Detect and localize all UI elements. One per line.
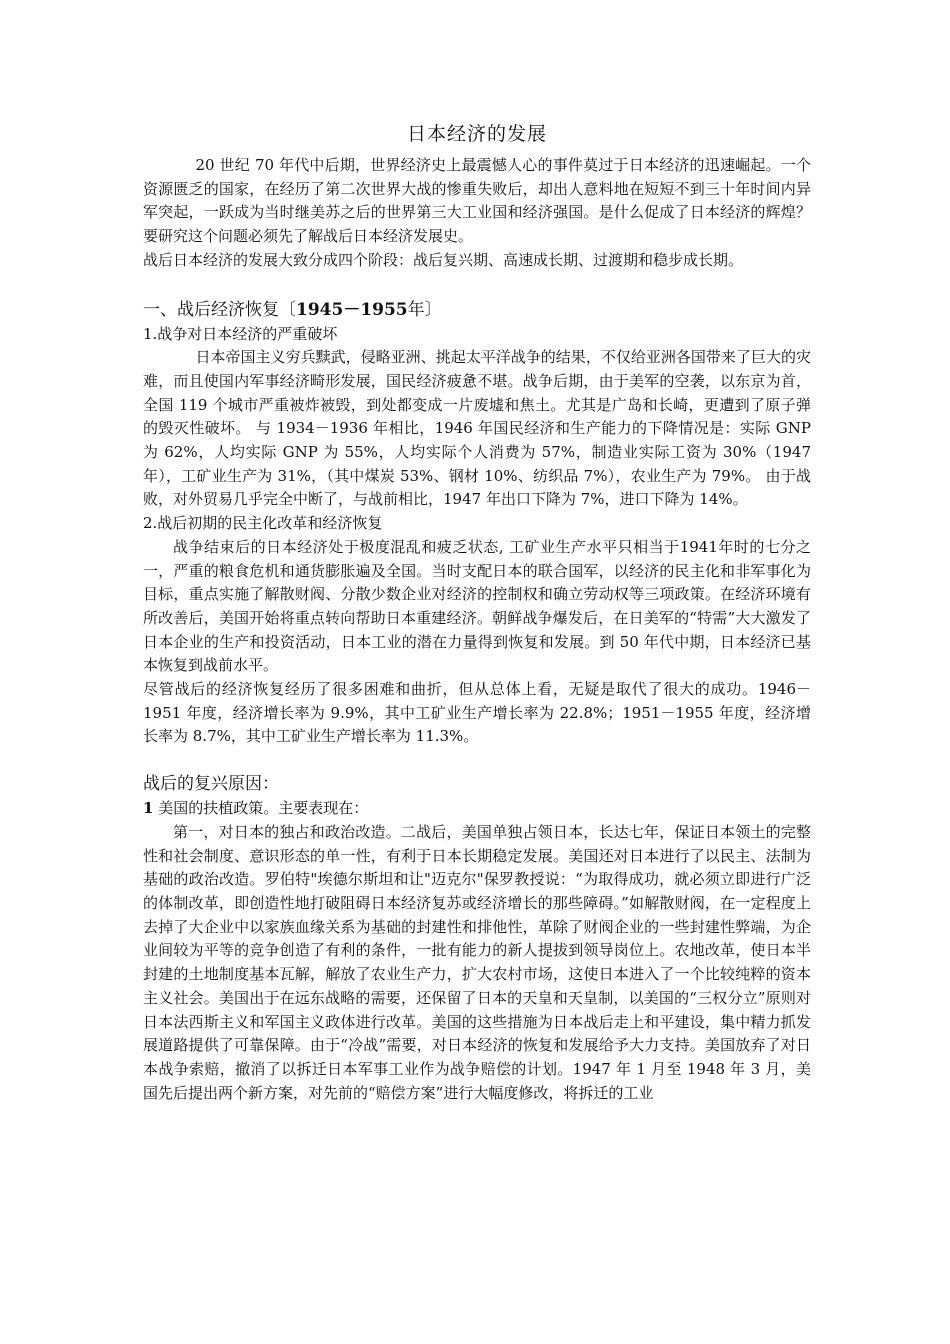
document-page — [143, 120, 811, 1105]
section-1-heading — [143, 297, 811, 323]
section-1-heading-suffix: 年〕 — [407, 299, 442, 320]
intro-paragraph: 20 世纪 70 年代中后期，世界经济史上最震憾人心的事件莫过于日本经济的迅速崛起。一个资源匮乏的国家，在经历了第二次世界大战的惨重失败后，却出人意料地在短短不到三十年时间内异军突起，一跃成为当时继美苏之后的世界第三大工业国和经济强国。是什么促成了日本经济的辉煌？要研究这个问题必须先了解战后日本经济发展史。 — [143, 156, 811, 246]
section-1-heading-years: 1945－1955 — [296, 299, 408, 320]
subsection-2-heading: 2.战后初期的民主化改革和经济恢复 — [143, 514, 383, 533]
document-title: 日本经济的发展 — [406, 123, 547, 145]
subsection-2-growth-paragraph: 尽管战后的经济恢复经历了很多困难和曲折，但从总体上看，无疑是取代了很大的成功。1946－1951 年度，经济增长率为 9.9%，其中工矿业生产增长率为 22.8%；1951－1955 年度，经济增长率为 8.7%，其中工矿业生产增长率为 11.3%。 — [143, 680, 811, 746]
reason-1-paragraph: 第一，对日本的独占和政治改造。二战后，美国单独占领日本，长达七年，保证日本领土的完整性和社会制度、意识形态的单一性，有利于日本长期稳定发展。美国还对日本进行了以民主、法制为基础的政治改造。罗伯特"埃德尔斯坦和让"迈克尔"保罗教授说：“为取得成功，就必须立即进行广泛的体制改革，即创造性地打破阻碍日本经济复苏或经济增长的那些障碍。”如解散财阀，在一定程度上去掉了大企业中以家族血缘关系为基础的封建性和排他性，革除了财阀企业的一些封建性弊端，为企业间较为平等的竞争创造了有利的条件，一批有能力的新人提拔到领导岗位上。农地改革，使日本半封建的土地制度基本瓦解，解放了农业生产力，扩大农村市场，这使日本进入了一个比较纯粹的资本主义社会。美国出于在远东战略的需要，还保留了日本的天皇和天皇制，以美国的“三权分立”原则对日本法西斯主义和军国主义政体进行改革。美国的这些措施为日本战后走上和平建设，集中精力抓发展道路提供了可靠保障。由于“冷战”需要，对日本经济的恢复和发展给予大力支持。美国放弃了对日本战争索赔，撤消了以拆迁日本军事工业作为战争赔偿的计划。1947 年 1 月至 1948 年 3 月，美国先后提出两个新方案，对先前的“赔偿方案”进行大幅度修改，将拆迁的工业 — [143, 822, 811, 1102]
reason-1-title: 美国的扶植政策。主要表现在： — [153, 799, 369, 818]
subsection-1-paragraph: 日本帝国主义穷兵黩武，侵略亚洲、挑起太平洋战争的结果，不仅给亚洲各国带来了巨大的灾难，而且使国内军事经济畸形发展，国民经济疲惫不堪。战争后期，由于美军的空袭，以东京为首，全国 119 个城市严重被炸被毁，到处都变成一片废墟和焦土。尤其是广岛和长崎，更遭到了原子弹的毁灭性破坏。 与 1934－1936 年相比，1946 年国民经济和生产能力的下降情况是：实际 GNP 为 62%，人均实际 GNP 为 55%，人均实际个人消费为 57%，制造业实际工资为 30%（1947 年），工矿业生产为 31%，（其中煤炭 53%、钢材 10%、纺织品 7%），农业生产为 79%。 由于战败，对外贸易几乎完全中断了，与战前相比，1947 年出口下降为 7%，进口下降为 14%。 — [143, 348, 811, 509]
intro-stages-paragraph: 战后日本经济的发展大致分成四个阶段：战后复兴期、高速成长期、过渡期和稳步成长期。 — [143, 250, 744, 269]
section-1-heading-prefix: 一、战后经济恢复〔 — [143, 299, 296, 320]
reasons-heading: 战后的复兴原因： — [143, 774, 279, 795]
subsection-1-heading: 1.战争对日本经济的严重破坏 — [143, 324, 338, 343]
subsection-2-paragraph: 战争结束后的日本经济处于极度混乱和疲乏状态, 工矿业生产水平只相当于1941年时的七分之一，严重的粮食危机和通货膨胀遍及全国。当时支配日本的联合国军，以经济的民主化和非军事化为目标，重点实施了解散财阀、分散少数企业对经济的控制权和确立劳动权等三项政策。在经济环境有所改善后，美国开始将重点转向帮助日本重建经济。朝鲜战争爆发后，在日美军的“特需”大大激发了日本企业的生产和投资活动，日本工业的潜在力量得到恢复和发展。到 50 年代中期，日本经济已基本恢复到战前水平。 — [143, 537, 811, 675]
reason-1-heading — [143, 797, 811, 821]
reason-1-number: 1 — [143, 799, 154, 818]
